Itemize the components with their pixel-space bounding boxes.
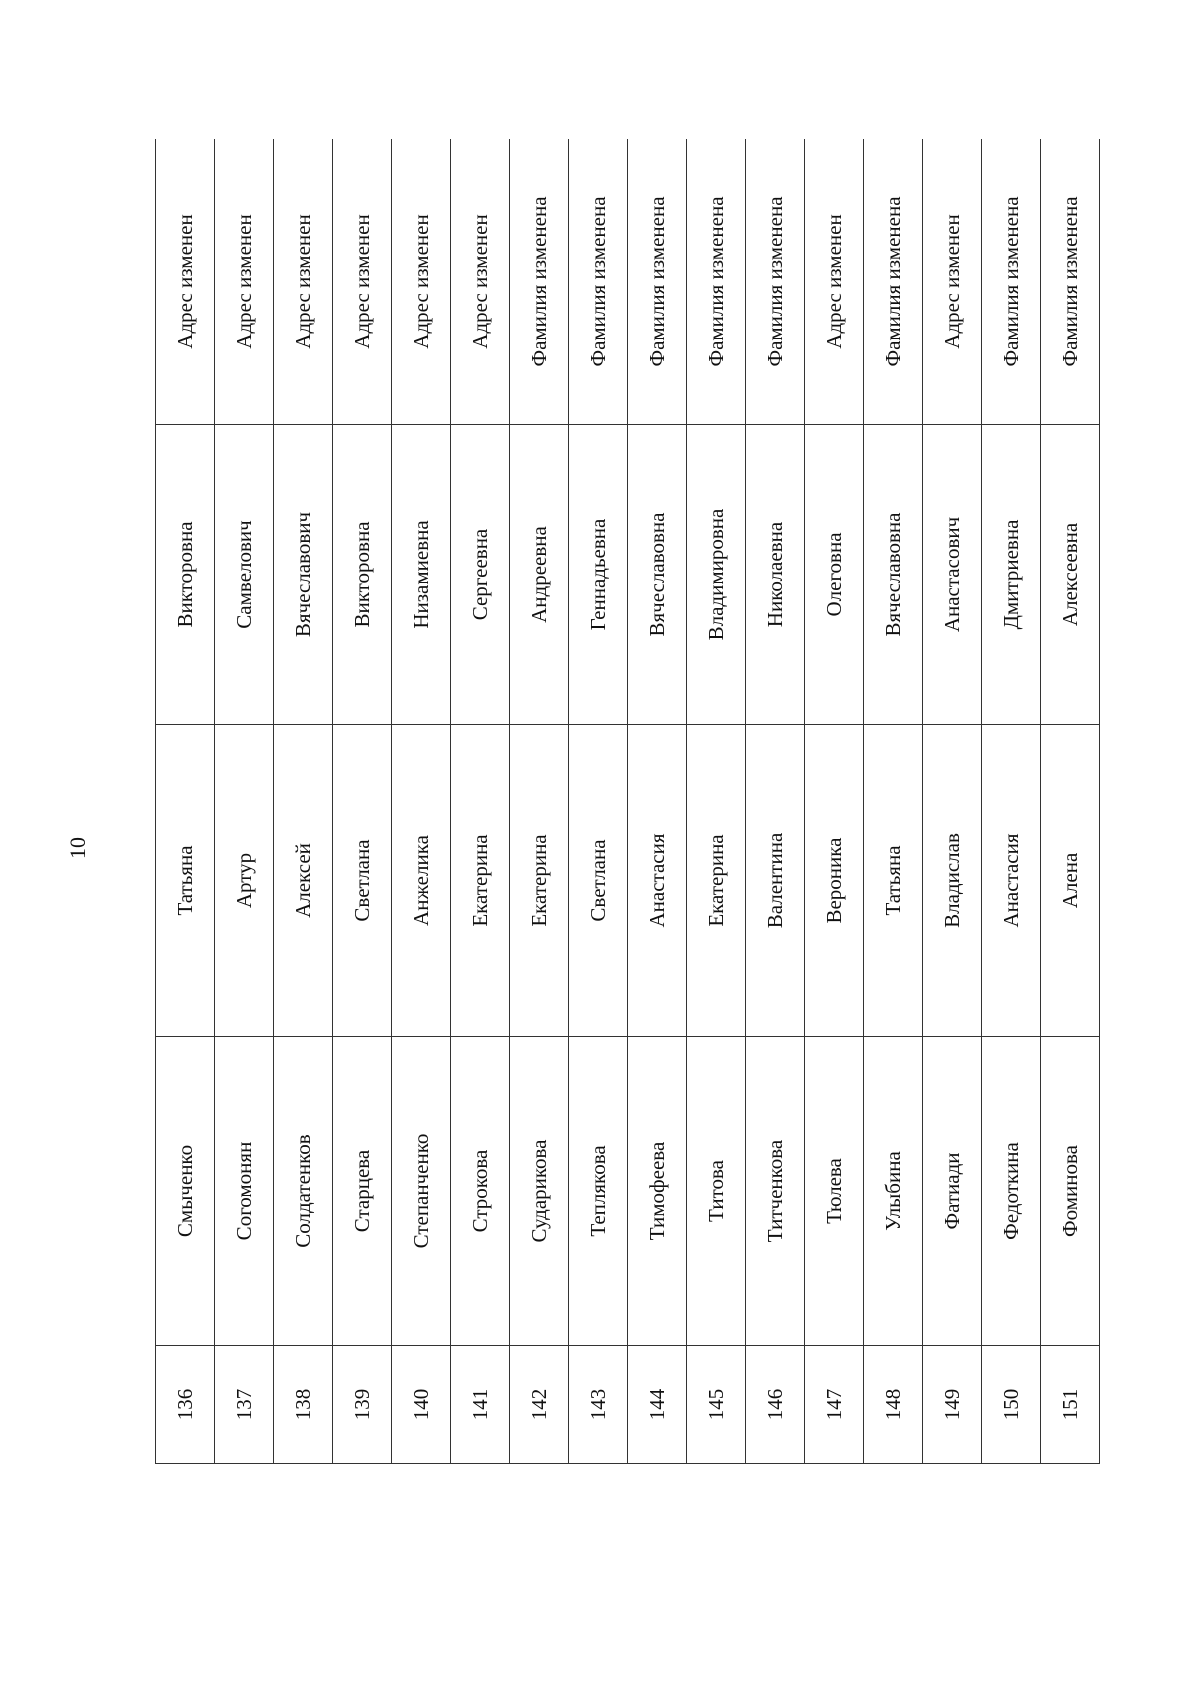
note-cell: Адрес изменен	[451, 139, 510, 425]
row-number-cell: 146	[746, 1346, 805, 1464]
row-number-cell: 149	[923, 1346, 982, 1464]
row-number-cell: 138	[274, 1346, 333, 1464]
patronymic-cell: Дмитриевна	[982, 425, 1041, 725]
row-number-cell: 143	[569, 1346, 628, 1464]
last-name-cell: Смыченко	[156, 1037, 215, 1346]
row-number-cell: 147	[805, 1346, 864, 1464]
row-number-cell: 142	[510, 1346, 569, 1464]
last-name-cell: Улыбина	[864, 1037, 923, 1346]
last-name-cell: Теплякова	[569, 1037, 628, 1346]
first-name-cell: Анжелика	[392, 725, 451, 1037]
last-name-cell: Строкова	[451, 1037, 510, 1346]
table-row	[864, 139, 923, 1464]
first-name-cell: Анастасия	[982, 725, 1041, 1037]
first-name-cell: Татьяна	[864, 725, 923, 1037]
note-cell: Фамилия изменена	[864, 139, 923, 425]
note-cell: Фамилия изменена	[628, 139, 687, 425]
patronymic-cell: Викторовна	[156, 425, 215, 725]
table-container	[155, 139, 1100, 1464]
last-name-cell: Тюлева	[805, 1037, 864, 1346]
table-row	[628, 139, 687, 1464]
row-number-cell: 145	[687, 1346, 746, 1464]
row-number-cell: 144	[628, 1346, 687, 1464]
last-name-cell: Титченкова	[746, 1037, 805, 1346]
row-number-cell: 150	[982, 1346, 1041, 1464]
patronymic-cell: Вячеславовна	[628, 425, 687, 725]
table-row	[1041, 139, 1100, 1464]
note-cell: Адрес изменен	[392, 139, 451, 425]
note-cell: Фамилия изменена	[510, 139, 569, 425]
patronymic-cell: Сергеевна	[451, 425, 510, 725]
first-name-cell: Екатерина	[451, 725, 510, 1037]
note-cell: Фамилия изменена	[746, 139, 805, 425]
page-number: 10	[65, 837, 90, 859]
table-body	[156, 139, 1100, 1464]
row-number-cell: 148	[864, 1346, 923, 1464]
last-name-cell: Титова	[687, 1037, 746, 1346]
row-number-cell: 151	[1041, 1346, 1100, 1464]
first-name-cell: Екатерина	[687, 725, 746, 1037]
first-name-cell: Екатерина	[510, 725, 569, 1037]
first-name-cell: Владислав	[923, 725, 982, 1037]
first-name-cell: Анастасия	[628, 725, 687, 1037]
note-cell: Адрес изменен	[156, 139, 215, 425]
first-name-cell: Алексей	[274, 725, 333, 1037]
patronymic-cell: Низамиевна	[392, 425, 451, 725]
first-name-cell: Светлана	[333, 725, 392, 1037]
note-cell: Фамилия изменена	[569, 139, 628, 425]
table-row	[510, 139, 569, 1464]
row-number-cell: 137	[215, 1346, 274, 1464]
row-number-cell: 141	[451, 1346, 510, 1464]
table-row	[687, 139, 746, 1464]
table-row	[333, 139, 392, 1464]
table-row	[156, 139, 215, 1464]
registry-table	[155, 139, 1100, 1464]
table-row	[569, 139, 628, 1464]
note-cell: Адрес изменен	[333, 139, 392, 425]
patronymic-cell: Алексеевна	[1041, 425, 1100, 725]
table-row	[982, 139, 1041, 1464]
first-name-cell: Алена	[1041, 725, 1100, 1037]
note-cell: Адрес изменен	[805, 139, 864, 425]
first-name-cell: Артур	[215, 725, 274, 1037]
note-cell: Адрес изменен	[923, 139, 982, 425]
table-row	[274, 139, 333, 1464]
first-name-cell: Татьяна	[156, 725, 215, 1037]
table-row	[392, 139, 451, 1464]
table-row	[451, 139, 510, 1464]
last-name-cell: Степанченко	[392, 1037, 451, 1346]
note-cell: Фамилия изменена	[1041, 139, 1100, 425]
patronymic-cell: Олеговна	[805, 425, 864, 725]
note-cell: Адрес изменен	[215, 139, 274, 425]
last-name-cell: Сударикова	[510, 1037, 569, 1346]
patronymic-cell: Вячеславович	[274, 425, 333, 725]
patronymic-cell: Геннадьевна	[569, 425, 628, 725]
last-name-cell: Тимофеева	[628, 1037, 687, 1346]
first-name-cell: Вероника	[805, 725, 864, 1037]
first-name-cell: Валентина	[746, 725, 805, 1037]
note-cell: Фамилия изменена	[982, 139, 1041, 425]
last-name-cell: Фоминова	[1041, 1037, 1100, 1346]
table-row	[746, 139, 805, 1464]
note-cell: Адрес изменен	[274, 139, 333, 425]
note-cell: Фамилия изменена	[687, 139, 746, 425]
row-number-cell: 140	[392, 1346, 451, 1464]
table-row	[923, 139, 982, 1464]
patronymic-cell: Викторовна	[333, 425, 392, 725]
last-name-cell: Согомонян	[215, 1037, 274, 1346]
patronymic-cell: Владимировна	[687, 425, 746, 725]
patronymic-cell: Самвелович	[215, 425, 274, 725]
last-name-cell: Старцева	[333, 1037, 392, 1346]
last-name-cell: Фатиади	[923, 1037, 982, 1346]
table-row	[215, 139, 274, 1464]
first-name-cell: Светлана	[569, 725, 628, 1037]
patronymic-cell: Андреевна	[510, 425, 569, 725]
patronymic-cell: Николаевна	[746, 425, 805, 725]
last-name-cell: Федоткина	[982, 1037, 1041, 1346]
table-row	[805, 139, 864, 1464]
row-number-cell: 139	[333, 1346, 392, 1464]
last-name-cell: Солдатенков	[274, 1037, 333, 1346]
patronymic-cell: Анастасович	[923, 425, 982, 725]
row-number-cell: 136	[156, 1346, 215, 1464]
patronymic-cell: Вячеславовна	[864, 425, 923, 725]
